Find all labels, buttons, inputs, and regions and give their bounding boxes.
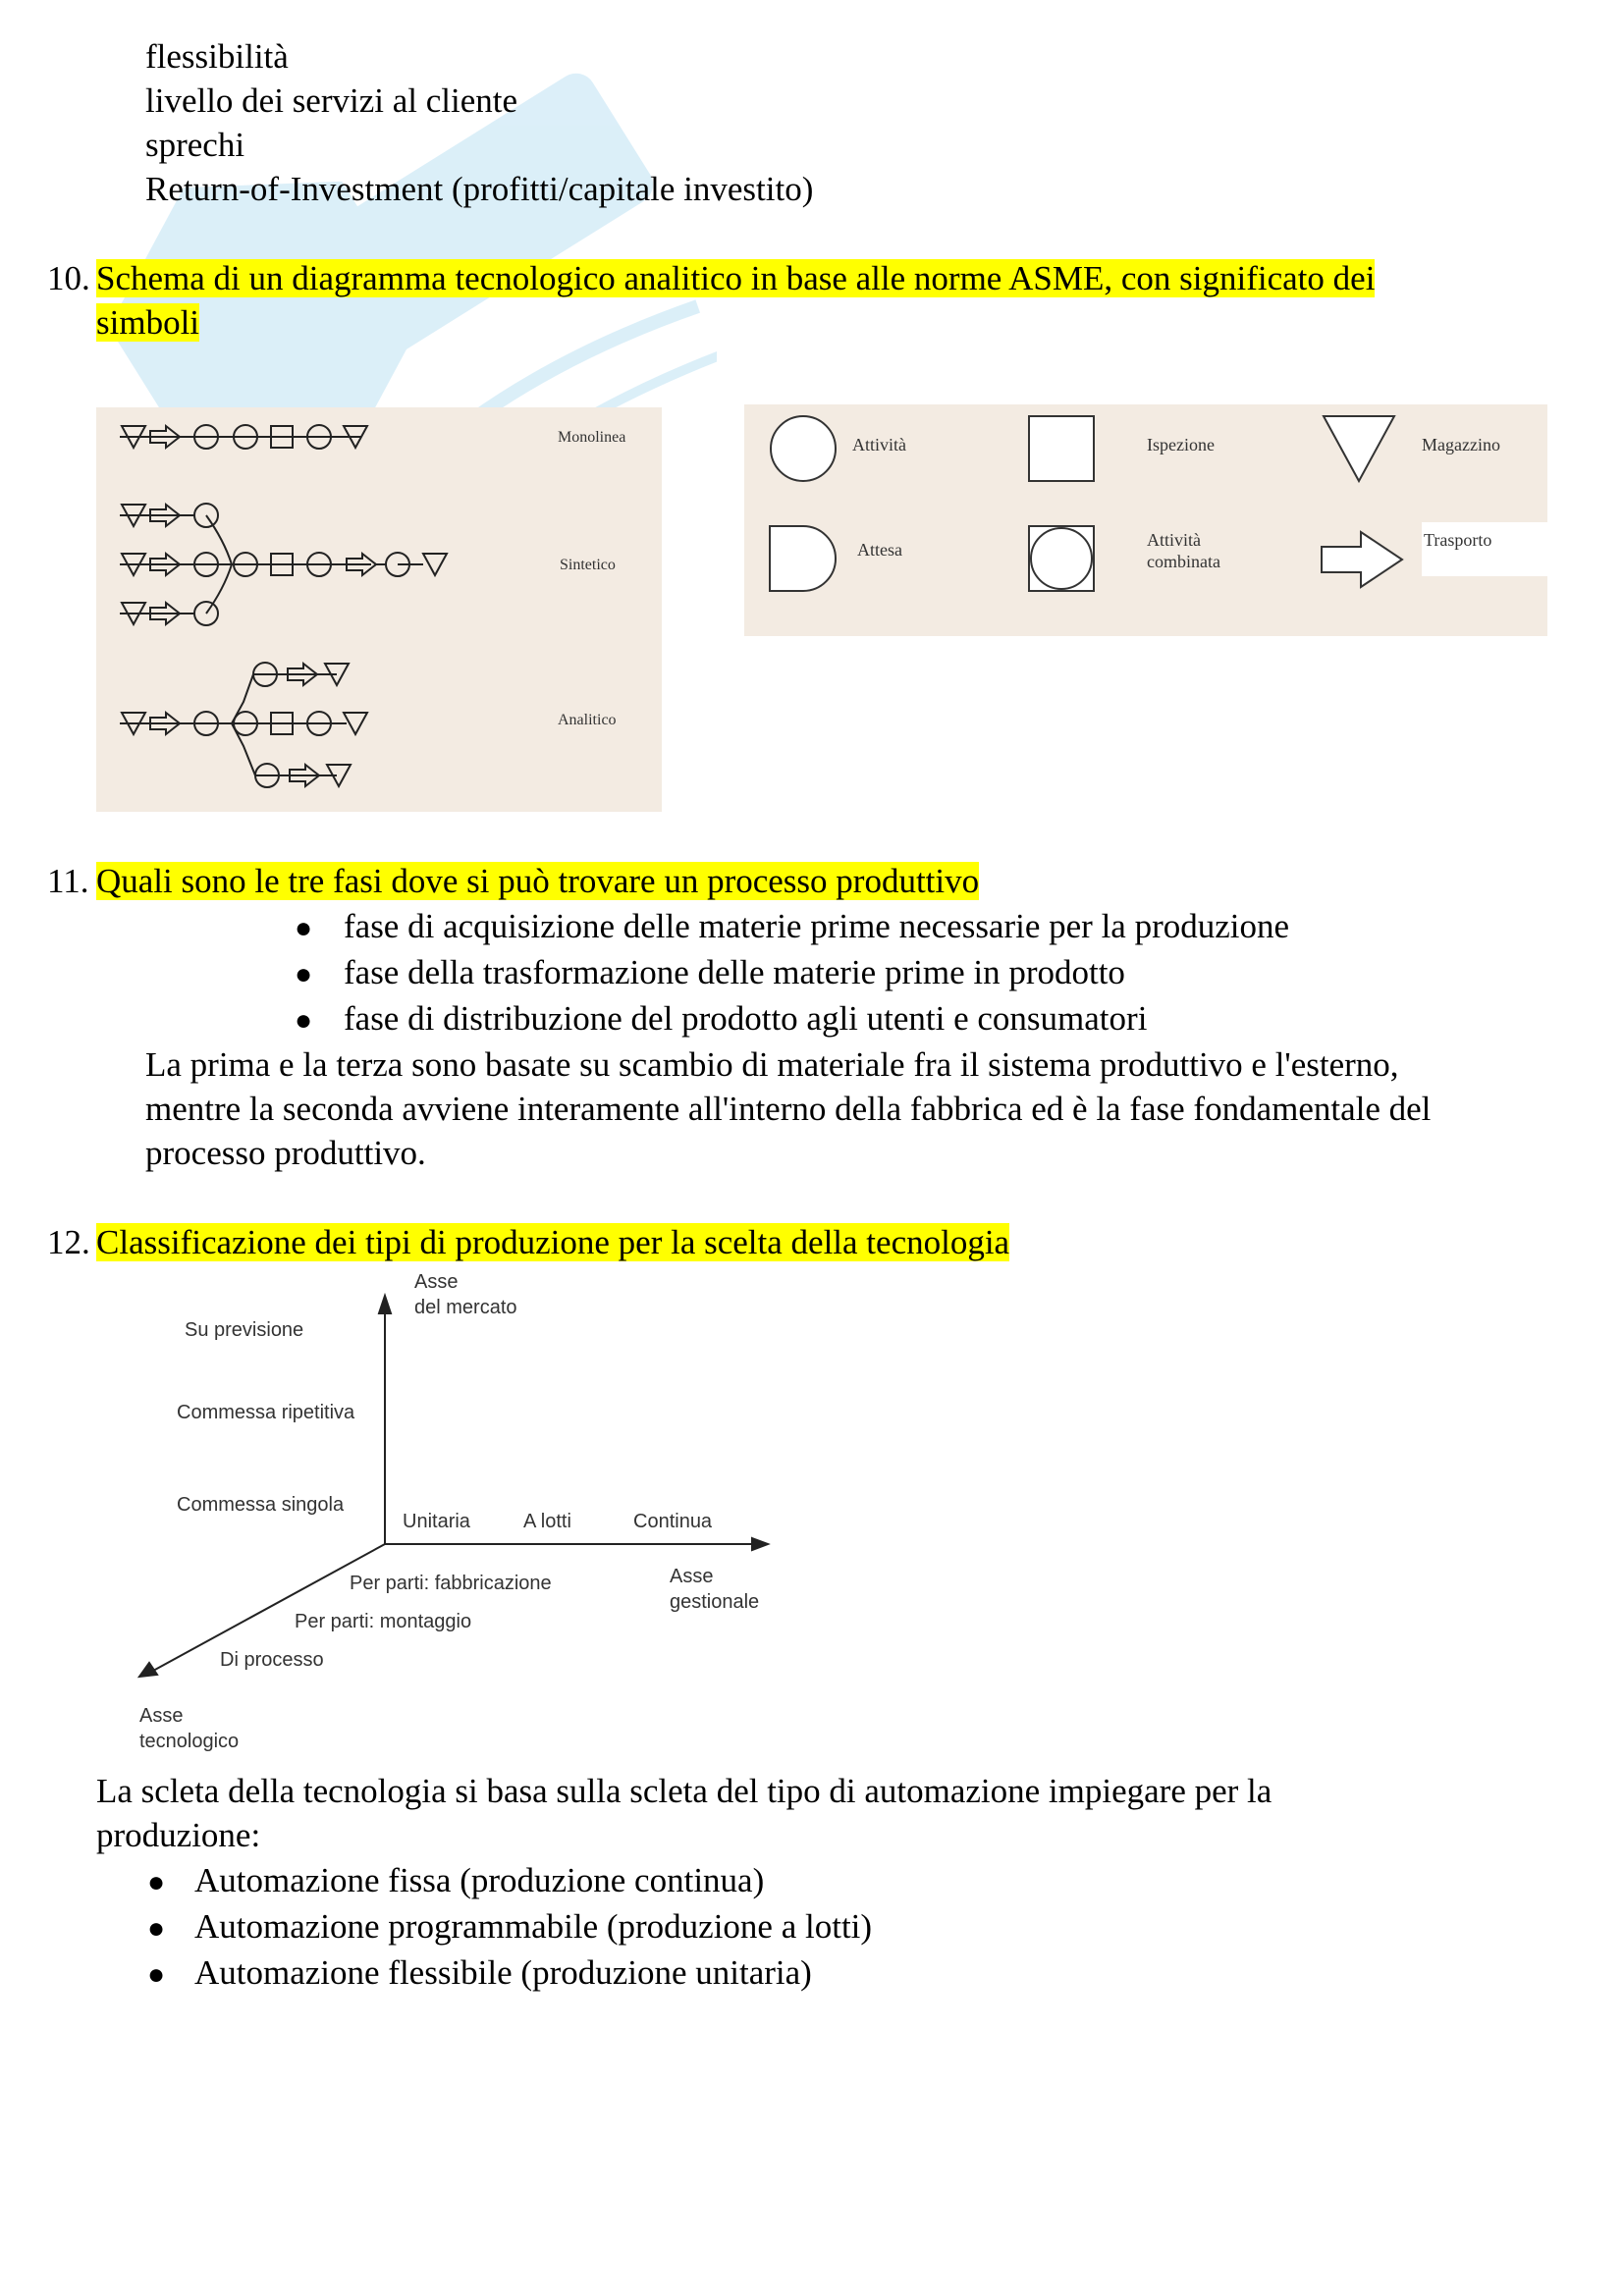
bullet-icon: ● bbox=[147, 1866, 166, 1898]
bullet-icon: ● bbox=[295, 958, 313, 990]
list-item: Automazione flessibile (produzione unitaria) bbox=[194, 1953, 812, 1992]
list-item: flessibilità bbox=[145, 37, 289, 76]
inspection-symbol bbox=[1029, 416, 1094, 481]
question-number: 10. bbox=[47, 259, 90, 297]
activity-symbol bbox=[771, 416, 836, 481]
question-title: Quali sono le tre fasi dove si può trovare un processo produttivo bbox=[96, 862, 980, 900]
list-item: fase della trasformazione delle materie prime in prodotto bbox=[344, 953, 1125, 991]
legend-attesa: Attesa bbox=[857, 540, 902, 560]
bullet-icon: ● bbox=[147, 1912, 166, 1945]
label-sintetico: Sintetico bbox=[560, 557, 616, 573]
list-item: Automazione fissa (produzione continua) bbox=[194, 1861, 765, 1899]
legend-attivita-combinata-2: combinata bbox=[1147, 552, 1220, 571]
bullet-icon: ● bbox=[295, 1004, 313, 1037]
asme-symbol-legend bbox=[744, 404, 1547, 636]
delay-symbol bbox=[770, 526, 836, 591]
tecnologico-axis-label: Asse bbox=[139, 1705, 184, 1727]
question-number: 11. bbox=[47, 862, 89, 900]
question-title: Classificazione dei tipi di produzione per la scelta della tecnologia bbox=[96, 1223, 1010, 1261]
market-axis-label-2: del mercato bbox=[414, 1297, 517, 1318]
bullet-icon: ● bbox=[295, 912, 313, 944]
legend-trasporto: Trasporto bbox=[1424, 530, 1492, 550]
gestionale-axis-label: Asse bbox=[670, 1566, 714, 1587]
paragraph-line: processo produttivo. bbox=[145, 1134, 426, 1172]
market-axis-label: Asse bbox=[414, 1271, 459, 1293]
list-item: Return-of-Investment (profitti/capitale investito) bbox=[145, 170, 814, 208]
asme-flow-diagram bbox=[96, 407, 662, 812]
paragraph-line: mentre la seconda avviene interamente all'interno della fabbrica ed è la fase fondamentale del bbox=[145, 1090, 1432, 1128]
paragraph-line: La scleta della tecnologia si basa sulla scleta del tipo di automazione impiegare per la bbox=[96, 1772, 1272, 1810]
label-montaggio: Per parti: montaggio bbox=[295, 1611, 472, 1632]
list-item: livello dei servizi al cliente bbox=[145, 81, 518, 120]
label-unitaria: Unitaria bbox=[403, 1511, 470, 1532]
list-item: sprechi bbox=[145, 126, 245, 164]
label-fabbricazione: Per parti: fabbricazione bbox=[350, 1573, 552, 1594]
label-di-processo: Di processo bbox=[220, 1649, 324, 1671]
paragraph-line: produzione: bbox=[96, 1816, 261, 1854]
legend-ispezione: Ispezione bbox=[1147, 435, 1215, 454]
list-item: Automazione programmabile (produzione a lotti) bbox=[194, 1907, 873, 1946]
tecnologico-axis-label-2: tecnologico bbox=[139, 1731, 240, 1752]
paragraph-line: La prima e la terza sono basate su scambio di materiale fra il sistema produttivo e l'esterno, bbox=[145, 1045, 1399, 1084]
question-number: 12. bbox=[47, 1223, 90, 1261]
label-continua: Continua bbox=[633, 1511, 713, 1532]
label-monolinea: Monolinea bbox=[558, 429, 626, 446]
legend-attivita: Attività bbox=[852, 435, 906, 454]
label-commessa-singola: Commessa singola bbox=[177, 1494, 345, 1516]
production-types-axes bbox=[128, 1266, 795, 1757]
legend-attivita-combinata: Attività bbox=[1147, 530, 1201, 550]
list-item: fase di distribuzione del prodotto agli utenti e consumatori bbox=[344, 999, 1148, 1038]
label-commessa-ripetitiva: Commessa ripetitiva bbox=[177, 1402, 355, 1423]
legend-magazzino: Magazzino bbox=[1422, 435, 1500, 454]
label-su-previsione: Su previsione bbox=[185, 1319, 304, 1341]
question-title-cont: simboli bbox=[96, 303, 200, 342]
list-item: fase di acquisizione delle materie prime necessarie per la produzione bbox=[344, 907, 1290, 945]
gestionale-axis-label-2: gestionale bbox=[670, 1591, 760, 1613]
question-title: Schema di un diagramma tecnologico analitico in base alle norme ASME, con significato dei bbox=[96, 259, 1376, 297]
label-a-lotti: A lotti bbox=[523, 1511, 571, 1532]
bullet-icon: ● bbox=[147, 1958, 166, 1991]
label-analitico: Analitico bbox=[558, 712, 617, 728]
